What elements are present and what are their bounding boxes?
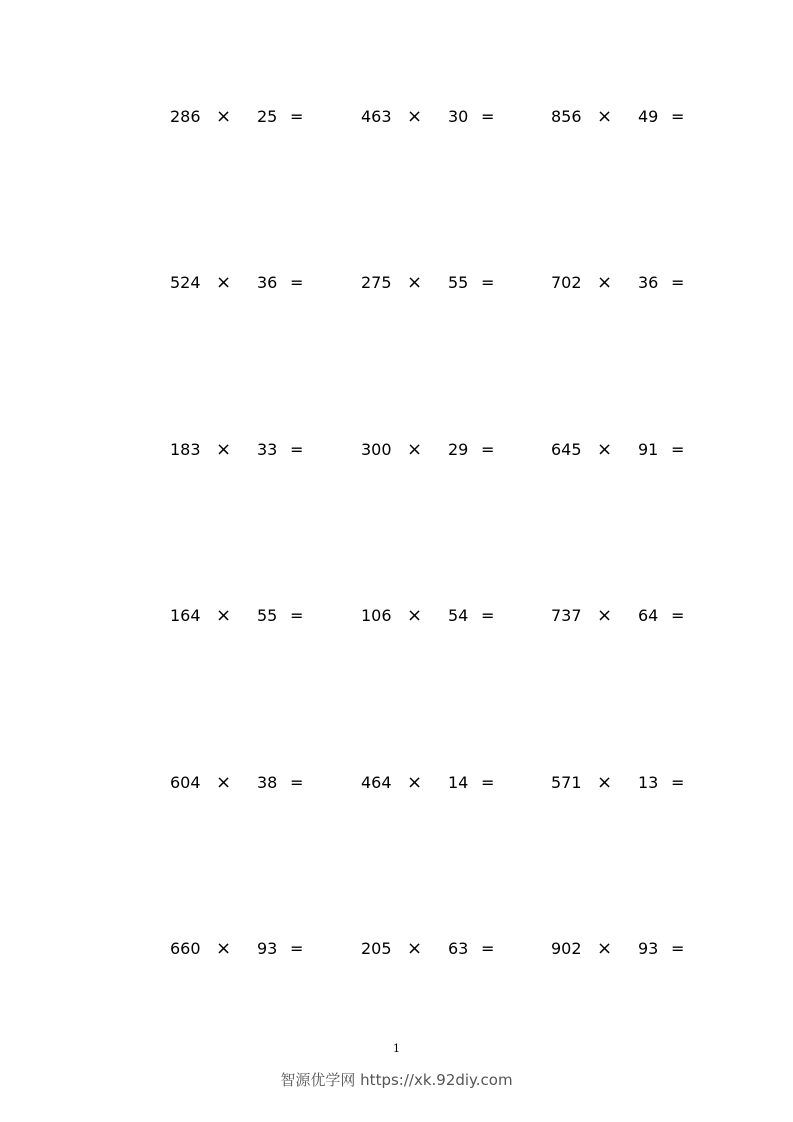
multiplication-problem (361, 438, 531, 462)
multiply-sign: × (407, 272, 423, 293)
operand-b: 55 (257, 606, 278, 625)
operand-a: 464 (361, 773, 392, 792)
operand-a: 524 (170, 273, 201, 292)
problem-row (0, 271, 793, 295)
equals-sign: = (290, 440, 304, 459)
multiply-sign: × (407, 605, 423, 626)
page-number: 1 (393, 1042, 400, 1055)
operand-a: 902 (551, 939, 582, 958)
operand-a: 164 (170, 606, 201, 625)
multiplication-problem (551, 604, 721, 628)
equals-sign: = (671, 107, 685, 126)
equals-sign: = (671, 939, 685, 958)
problem-row (0, 771, 793, 795)
operand-b: 29 (448, 440, 469, 459)
equals-sign: = (481, 773, 495, 792)
multiply-sign: × (597, 772, 613, 793)
multiply-sign: × (216, 772, 232, 793)
equals-sign: = (671, 273, 685, 292)
operand-b: 38 (257, 773, 278, 792)
operand-b: 54 (448, 606, 469, 625)
multiplication-problem (170, 438, 340, 462)
multiplication-problem (551, 438, 721, 462)
multiply-sign: × (597, 605, 613, 626)
operand-b: 13 (638, 773, 659, 792)
equals-sign: = (290, 107, 304, 126)
multiplication-problem (551, 271, 721, 295)
operand-b: 25 (257, 107, 278, 126)
multiply-sign: × (216, 106, 232, 127)
multiply-sign: × (216, 605, 232, 626)
multiplication-problem (361, 105, 531, 129)
problem-row (0, 604, 793, 628)
operand-b: 49 (638, 107, 659, 126)
multiplication-problem (170, 271, 340, 295)
multiply-sign: × (407, 106, 423, 127)
multiply-sign: × (216, 938, 232, 959)
operand-a: 702 (551, 273, 582, 292)
equals-sign: = (671, 440, 685, 459)
operand-a: 275 (361, 273, 392, 292)
multiply-sign: × (407, 439, 423, 460)
operand-a: 571 (551, 773, 582, 792)
multiply-sign: × (597, 106, 613, 127)
equals-sign: = (481, 606, 495, 625)
multiplication-problem (551, 105, 721, 129)
operand-a: 183 (170, 440, 201, 459)
equals-sign: = (290, 606, 304, 625)
problem-row (0, 438, 793, 462)
operand-b: 93 (257, 939, 278, 958)
multiply-sign: × (597, 272, 613, 293)
multiplication-problem (170, 937, 340, 961)
watermark-text: 智源优学网 https://xk.92diy.com (280, 1071, 513, 1089)
multiplication-problem (361, 271, 531, 295)
multiplication-problem (361, 771, 531, 795)
multiplication-problem (170, 105, 340, 129)
equals-sign: = (481, 939, 495, 958)
equals-sign: = (481, 107, 495, 126)
multiplication-problem (551, 771, 721, 795)
operand-b: 30 (448, 107, 469, 126)
operand-a: 604 (170, 773, 201, 792)
operand-a: 463 (361, 107, 392, 126)
multiply-sign: × (216, 439, 232, 460)
operand-a: 660 (170, 939, 201, 958)
operand-b: 14 (448, 773, 469, 792)
operand-b: 63 (448, 939, 469, 958)
operand-b: 64 (638, 606, 659, 625)
multiply-sign: × (407, 938, 423, 959)
equals-sign: = (290, 273, 304, 292)
operand-b: 33 (257, 440, 278, 459)
problem-row (0, 105, 793, 129)
operand-a: 856 (551, 107, 582, 126)
operand-b: 36 (257, 273, 278, 292)
multiplication-problem (551, 937, 721, 961)
multiply-sign: × (597, 439, 613, 460)
operand-a: 300 (361, 440, 392, 459)
equals-sign: = (671, 606, 685, 625)
equals-sign: = (481, 440, 495, 459)
operand-a: 106 (361, 606, 392, 625)
multiplication-problem (170, 604, 340, 628)
equals-sign: = (290, 773, 304, 792)
multiply-sign: × (407, 772, 423, 793)
operand-a: 286 (170, 107, 201, 126)
equals-sign: = (290, 939, 304, 958)
multiplication-problem (170, 771, 340, 795)
multiplication-problem (361, 604, 531, 628)
multiplication-problem (361, 937, 531, 961)
operand-a: 737 (551, 606, 582, 625)
multiply-sign: × (597, 938, 613, 959)
equals-sign: = (671, 773, 685, 792)
operand-b: 93 (638, 939, 659, 958)
operand-b: 36 (638, 273, 659, 292)
equals-sign: = (481, 273, 495, 292)
operand-a: 645 (551, 440, 582, 459)
operand-a: 205 (361, 939, 392, 958)
multiply-sign: × (216, 272, 232, 293)
operand-b: 91 (638, 440, 659, 459)
operand-b: 55 (448, 273, 469, 292)
problem-row (0, 937, 793, 961)
